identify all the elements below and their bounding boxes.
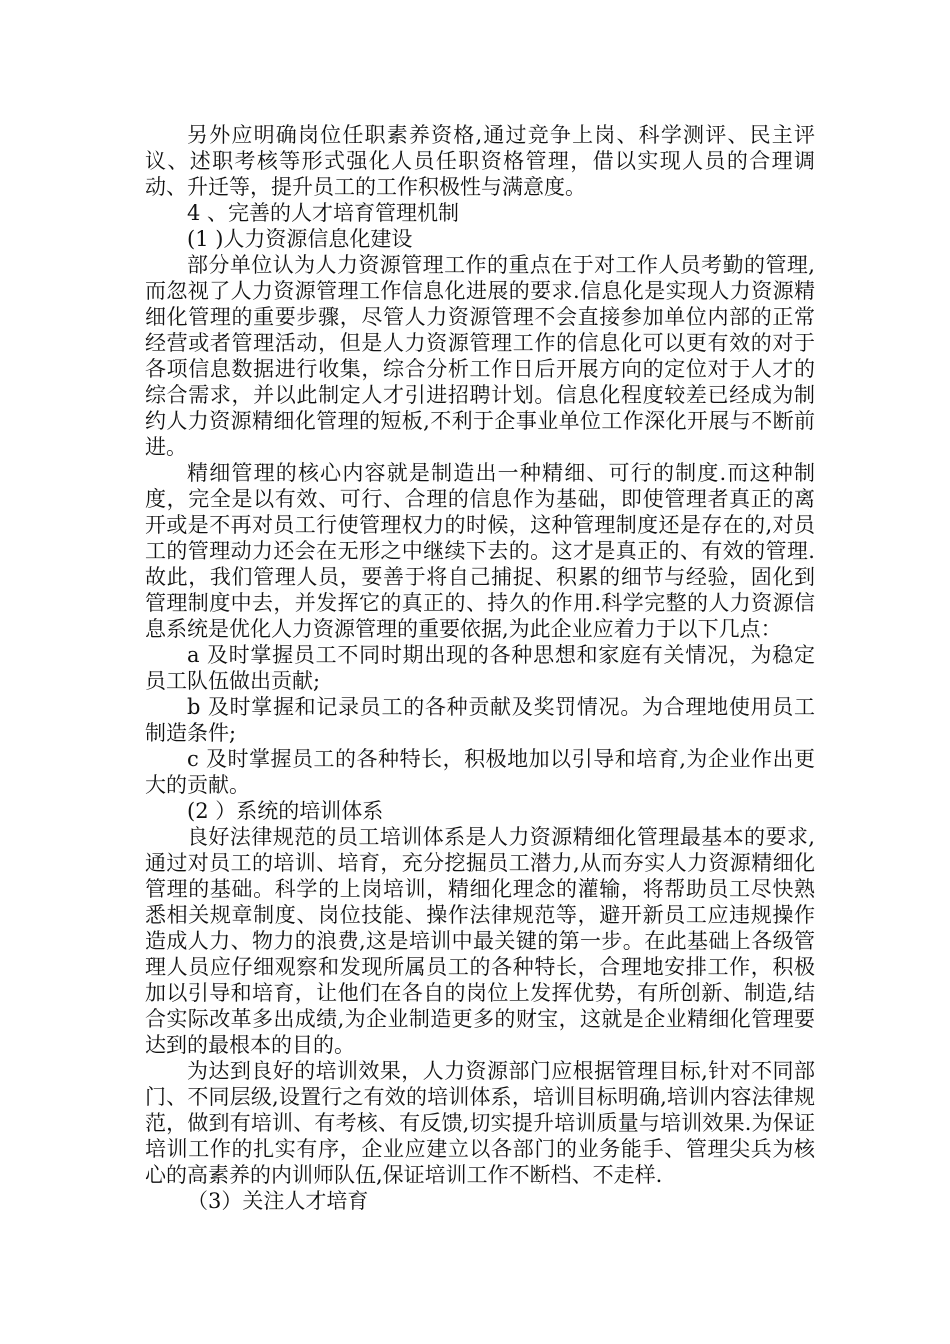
paragraph-training-system: 良好法律规范的员工培训体系是人力资源精细化管理最基本的要求,通过对员工的培训、培育，充分挖掘员工潜力,从而夯实人力资源精细化管理的基础。科学的上岗培训，精细化理念的灌输，将帮助员工尽快熟悉相关规章制度、岗位技能、操作法律规范等，避开新员工应违规操作造成人力、物力的浪费,这是培训中最关键的第一步。在此基础上各级管理人员应仔细观察和发现所属员工的各种特长，合理地安排工作，积极加以引导和培育，让他们在各自的岗位上发挥优势，有所创新、制造,结合实际改革多出成绩,为企业制造更多的财宝，这就是企业精细化管理要达到的最根本的目的。 [145,825,815,1057]
subsection-heading-training-system: (2 ）系统的培训体系 [187,799,384,823]
document-body [145,122,815,1214]
list-item-b: b 及时掌握和记录员工的各种贡献及奖罚情况。为合理地使用员工制造条件; [145,695,815,745]
section-heading-talent-mechanism: 4 、完善的人才培育管理机制 [187,201,460,225]
paragraph-training-effect: 为达到良好的培训效果，人力资源部门应根据管理目标,针对不同部门、不同层级,设置行之有效的培训体系，培训目标明确,培训内容法律规范，做到有培训、有考核、有反馈,切实提升培训质量与培训效果.为保证培训工作的扎实有序，企业应建立以各部门的业务能手、管理尖兵为核心的高素养的内训师队伍,保证培训工作不断档、不走样. [145,1059,815,1187]
subsection-heading-informatization: (1 )人力资源信息化建设 [187,227,413,251]
paragraph-qualification: 另外应明确岗位任职素养资格,通过竞争上岗、科学测评、民主评议、述职考核等形式强化人员任职资格管理，借以实现人员的合理调动、升迁等，提升员工的工作积极性与满意度。 [145,123,815,199]
paragraph-fine-management: 精细管理的核心内容就是制造出一种精细、可行的制度.而这种制度，完全是以有效、可行、合理的信息作为基础，即使管理者真正的离开或是不再对员工行使管理权力的时候，这种管理制度还是存在的,对员工的管理动力还会在无形之中继续下去的。这才是真正的、有效的管理.故此，我们管理人员，要善于将自己捕捉、积累的细节与经验，固化到管理制度中去，并发挥它的真正的、持久的作用.科学完整的人力资源信息系统是优化人力资源管理的重要依据,为此企业应着力于以下几点： [145,461,815,641]
paragraph-informatization: 部分单位认为人力资源管理工作的重点在于对工作人员考勤的管理,而忽视了人力资源管理工作信息化进展的要求.信息化是实现人力资源精细化管理的重要步骤，尽管人力资源管理不会直接参加单位内部的正常经营或者管理活动，但是人力资源管理工作的信息化可以更有效的对于各项信息数据进行收集，综合分析工作日后开展方向的定位对于人才的综合需求，并以此制定人才引进招聘计划。信息化程度较差已经成为制约人力资源精细化管理的短板,不利于企事业单位工作深化开展与不断前进。 [145,253,815,459]
list-item-a: a 及时掌握员工不同时期出现的各种思想和家庭有关情况，为稳定员工队伍做出贡献; [145,643,815,693]
subsection-heading-talent-cultivation: （3）关注人才培育 [187,1189,369,1213]
list-item-c: c 及时掌握员工的各种特长，积极地加以引导和培育,为企业作出更大的贡献。 [145,747,815,797]
